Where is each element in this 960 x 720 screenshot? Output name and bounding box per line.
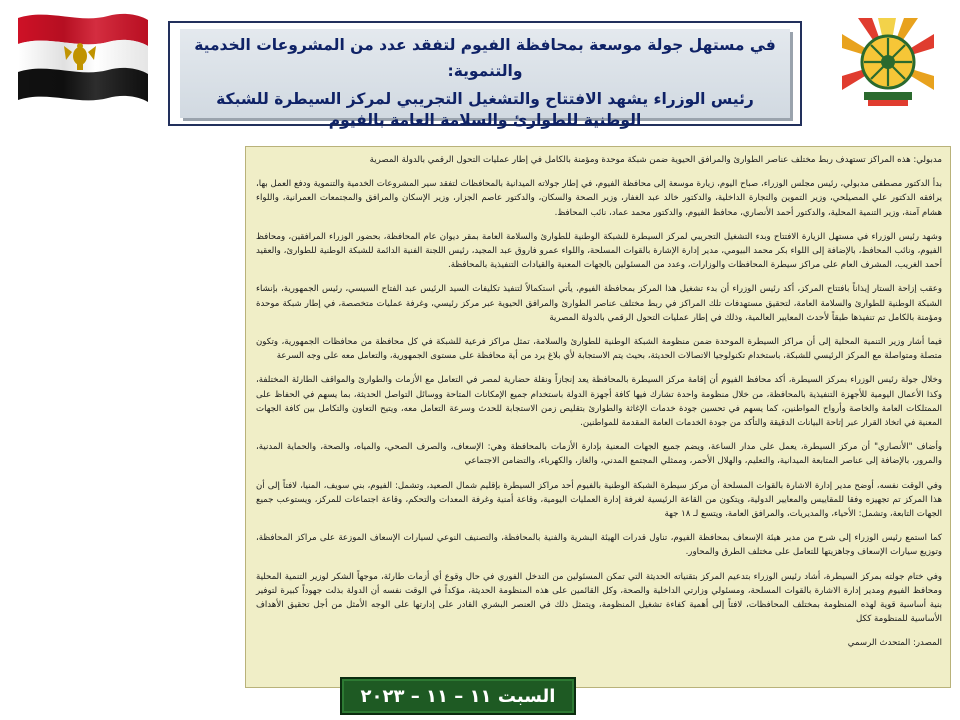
article-paragraph: وعقب إزاحة الستار إيذاناً بافتتاح المركز، أكد رئيس الوزراء أن بدء تشغيل هذا المركز بمحافظة الفيوم، يأتي استكمالاً لتنفيذ تكليفات السيد الرئيس عبد الفتاح السيسي، رئيس الجمهورية، بإنشاء الشبكة الوطنية للطوارئ والسلامة العامة، لتحقيق مستهدفات تلك المراكز في ربط مختلف عناصر الطوارئ والمرافق الحيوية عبر مركز رئيسي، وغرفة عمليات متخصصة، في إطار شبكة موحدة ومؤمنة بالكامل تم تنفيذها طبقاً لأحدث المعايير العالمية، وذلك في إطار عمليات التحول الرقمي بالدولة المصرية (256, 284, 942, 323)
date-banner (340, 677, 576, 715)
article-paragraph: وشهد رئيس الوزراء في مستهل الزيارة الافتتاح وبدء التشغيل التجريبي لمركز السيطرة للشبكة الوطنية للطوارئ والسلامة العامة بمقر ديوان عام المحافظة، بحضور الوزراء المرافقين، ومحافظ الفيوم، ونائب المحافظ، بالإضافة إلى اللواء بكر محمد البيومي، مدير إدارة الإشارة بالقوات المسلحة، واللواء عمرو فاروق عبد المجيد، رئيس اللجنة الفنية الدائمة للشبكة الوطنية للطوارئ، والعقيد أحمد الغريب، المشرف العام على مراكز سيطرة المحافظات والوزارات، وعدد من المسئولين بالجهات المعنية والقيادات التنفيذية بالمحافظة. (256, 231, 942, 271)
article-paragraph: وخلال جولة رئيس الوزراء بمركز السيطرة، أكد محافظ الفيوم أن إقامة مركز السيطرة بالمحافظة يعد إنجازاً ونقلة حضارية لمصر في التعامل مع الأزمات والطوارئ والمواقف الطارئة المختلفة، وكذا الأعمال اليومية للأجهزة التنفيذية بالمحافظة، من خلال منظومة واحدة تشارك فيها كافة أجهزة الدولة باستخدام جميع الإمكانات المتاحة ووسائل التواصل الحديثة، بما يسهم في الحفاظ على الممتلكات العامة والخاصة وأرواح المواطنين، كما يسهم في تحسين جودة خدمات الإغاثة والطوارئ بتقليص زمن الاستجابة للحدث وسرعة التعامل معه، ويتيح التعاون والتكامل بين كافة الجهات المعنية في اتخاذ القرار عبر إتاحة البيانات الدقيقة والتأكد من جودة الخدمات العامة المقدمة للمواطنين. (256, 375, 942, 429)
article-paragraph: وفي الوقت نفسه، أوضح مدير إدارة الاشارة بالقوات المسلحة أن مركز سيطرة الشبكة الوطنية بالفيوم أحد مراكز السيطرة بإقليم شمال الصعيد، وتشمل: الفيوم، بني سويف، المنيا، لافتاً إلى أن هذا المركز تم تجهيزه وفقا للمقاييس والمعايير الدولية، ويتكون من القاعة الرئيسية لغرفة إدارة العمليات اليومية، وقاعة أمنية وغرفة المعدات والتحكم، وقاعة اجتماعات للمركز، ويستوعب جميع الجهات التابعة، وتشمل: الأحياء، والمديريات، والمرافق العامة، ويتسع لـ ١٨ جهة (256, 480, 942, 520)
headline-box (168, 21, 802, 129)
date-text: السبت ١١ – ١١ – ٢٠٢٣ (360, 685, 556, 707)
headline-line-2: رئيس الوزراء يشهد الافتتاح والتشغيل التجريبي لمركز السيطرة للشبكة الوطنية للطوارئ والسلامة العامة بالفيوم (216, 90, 754, 129)
article-paragraph: فيما أشار وزير التنمية المحلية إلى أن مراكز السيطرة الموحدة ضمن منظومة الشبكة الوطنية للطوارئ والسلامة، تمثل مراكز فرعية للشبكة في كل محافظة من محافظات الجمهورية، وتكون متصلة ومتواصلة مع المركز الرئيسي للشبكة، باستخدام تكنولوجيا الاتصالات الحديثة، بحيث يتم الاستجابة لأي بلاغ يرد من أية محافظة على مستوى الجمهورية، والتعامل معه على وجه السرعة (256, 337, 942, 362)
article-paragraph: وأضاف "الأنصاري" أن مركز السيطرة، يعمل على مدار الساعة، ويضم جميع الجهات المعنية بإدارة الأزمات بالمحافظة وهي: الإسعاف، والصرف الصحي، والمياه، والصحة، والحماية المدنية، والمرور، بالإضافة إلى عناصر المتابعة الميدانية، والتعليم، والهلال الأحمر، وممثلي المجتمع المدني، والغاز، والكهرباء، والتضامن الاجتماعي (256, 442, 942, 467)
article-paragraph: كما استمع رئيس الوزراء إلى شرح من مدير هيئة الإسعاف بمحافظة الفيوم، تناول قدرات الهيئة البشرية والفنية بالمحافظة، والتصنيف النوعي لسيارات الإسعاف الموزعة على مراكز المحافظة، وتوزيع سيارات الإسعاف وجاهزيتها للتعامل على مختلف الطرق والمحاور. (256, 533, 942, 558)
article-paragraph: وفي ختام جولته بمركز السيطرة، أشاد رئيس الوزراء بتدعيم المركز بتقنياته الحديثة التي تمكن المسئولين من التدخل الفوري في حال وقوع أي أزمات طارئة، موجهاً الشكر لوزير التنمية المحلية ومحافظ الفيوم ومدير إدارة الاشارة بالقوات المسلحة، ومسئولي وزارتي الداخلية والصحة، وكل القائمين على هذه المنظومة الحديثة، مؤكداً في الوقت نفسه أن الدولة بذلت جهوداً كبيرة لتوفير بنية أساسية قوية لهذه المنظومة بمختلف المحافظات، لافتاً إلى أهمية كفاءة تشغيل المنظومة، ويتمثل ذلك في العنصر البشري القادر على إدارتها على الوجه الأمثل من أجل تحقيق الأهداف الأساسية للمنظومة ككل (256, 571, 942, 625)
egypt-flag-icon (8, 4, 158, 114)
article-source: المصدر: المتحدث الرسمي (847, 638, 942, 649)
fayoum-governorate-logo-icon (838, 14, 938, 110)
headline-inner (180, 29, 790, 129)
headline-line-1: في مستهل جولة موسعة بمحافظة الفيوم لتفقد عدد من المشروعات الخدمية والتنموية: (194, 36, 776, 80)
article-panel (245, 146, 951, 688)
article-paragraph: بدأ الدكتور مصطفى مدبولي، رئيس مجلس الوزراء، صباح اليوم، زيارة موسعة إلى محافظة الفيوم، في إطار جولاته الميدانية بالمحافظات لتفقد سير المشروعات الخدمية والتنموية ودفع العمل بها، يرافقه الدكتور علي المصيلحي، وزير التموين والتجارة الداخلية، والدكتور خالد عبد الغفار، وزير الصحة والسكان، والدكتور عاصم الجزار، وزير الإسكان والمرافق والمجتمعات العمرانية، واللواء هشام آمنة، وزير التنمية المحلية، والدكتور أحمد الأنصاري، محافظ الفيوم، والدكتور محمد عماد، نائب المحافظ. (256, 179, 942, 218)
article-paragraph: مدبولي: هذه المراكز تستهدف ربط مختلف عناصر الطوارئ والمرافق الحيوية ضمن شبكة موحدة ومؤمنة بالكامل في إطار عمليات التحول الرقمي بالدولة المصرية (369, 155, 942, 165)
